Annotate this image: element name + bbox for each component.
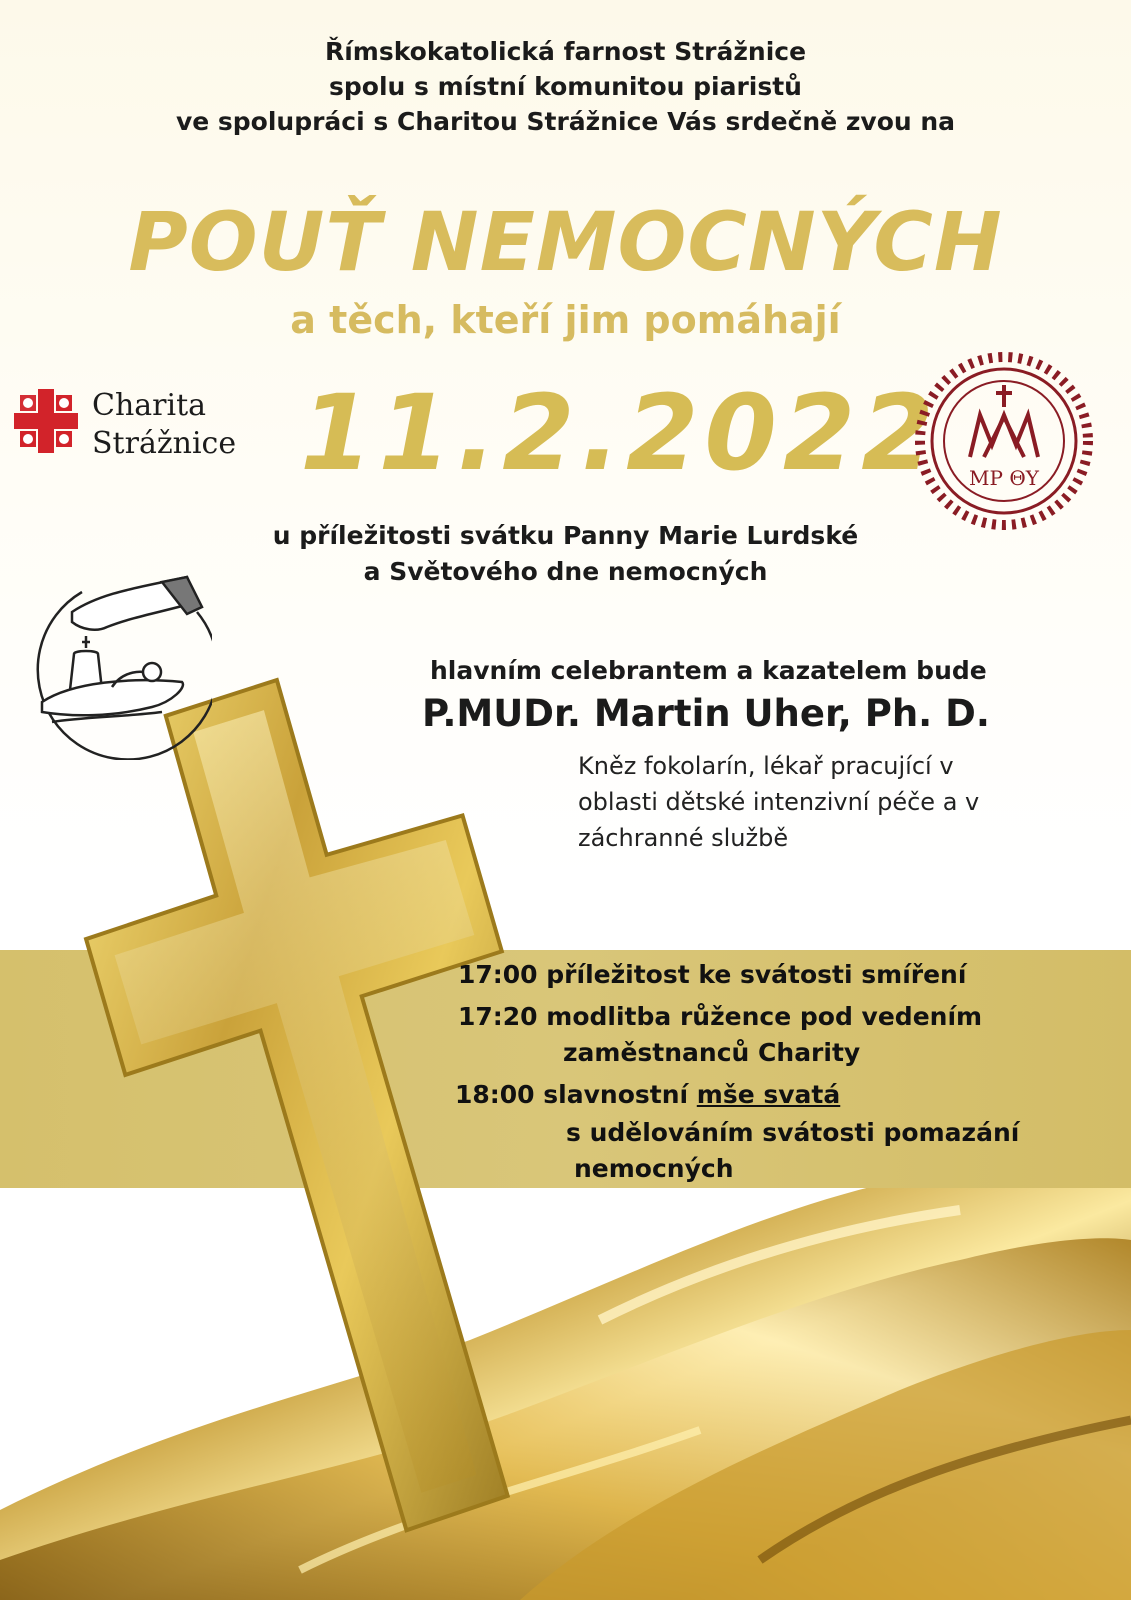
celebrant-name: P.MUDr. Martin Uher, Ph. D. <box>422 692 990 735</box>
schedule-mass-highlight: mše svatá <box>696 1080 841 1109</box>
event-title: POUŤ NEMOCNÝCH <box>128 196 1003 290</box>
header-line-3: ve spolupráci s Charitou Strážnice Vás srdečně zvou na <box>175 107 956 136</box>
marian-seal-icon <box>908 345 1100 537</box>
charita-logo-text <box>92 387 236 463</box>
celebrant-desc-line-3: záchranné službě <box>578 824 789 852</box>
schedule-item-rosary-cont: zaměstnanců Charity <box>563 1038 861 1067</box>
charita-cross-icon <box>10 385 82 457</box>
schedule-item-mass <box>455 1076 840 1113</box>
occasion-line-1: u příležitosti svátku Panny Marie Lurdské <box>272 521 859 550</box>
celebrant-desc-line-1: Kněz fokolarín, lékař pracující v <box>578 752 954 780</box>
charita-logo-line-2: Strážnice <box>92 426 237 461</box>
schedule-item-confession: 17:00 příležitost ke svátosti smíření <box>458 960 967 989</box>
celebrant-desc-line-2: oblasti dětské intenzivní péče a v <box>578 788 980 816</box>
event-subtitle: a těch, kteří jim pomáhají <box>290 298 841 342</box>
schedule-item-rosary: 17:20 modlitba růžence pod vedením <box>458 1002 983 1031</box>
header <box>0 34 1131 139</box>
event-date: 11.2.2022 <box>300 372 940 494</box>
celebrant-intro: hlavním celebrantem a kazatelem bude <box>430 656 987 685</box>
celebrant-description <box>578 748 1108 856</box>
schedule-item-mass-cont-2: nemocných <box>574 1154 734 1183</box>
header-line-1: Římskokatolická farnost Strážnice <box>324 37 807 66</box>
header-line-2: spolu s místní komunitou piaristů <box>329 72 802 101</box>
charita-logo <box>10 385 260 465</box>
occasion-line-2: a Světového dne nemocných <box>363 557 768 586</box>
schedule-mass-prefix: 18:00 slavnostní <box>455 1080 697 1109</box>
seal-text: ΜΡ ΘΥ <box>969 466 1039 490</box>
schedule-item-mass-cont-1: s udělováním svátosti pomazání <box>566 1118 1020 1147</box>
anointing-sick-icon <box>12 572 212 760</box>
charita-logo-line-1: Charita <box>92 388 207 423</box>
